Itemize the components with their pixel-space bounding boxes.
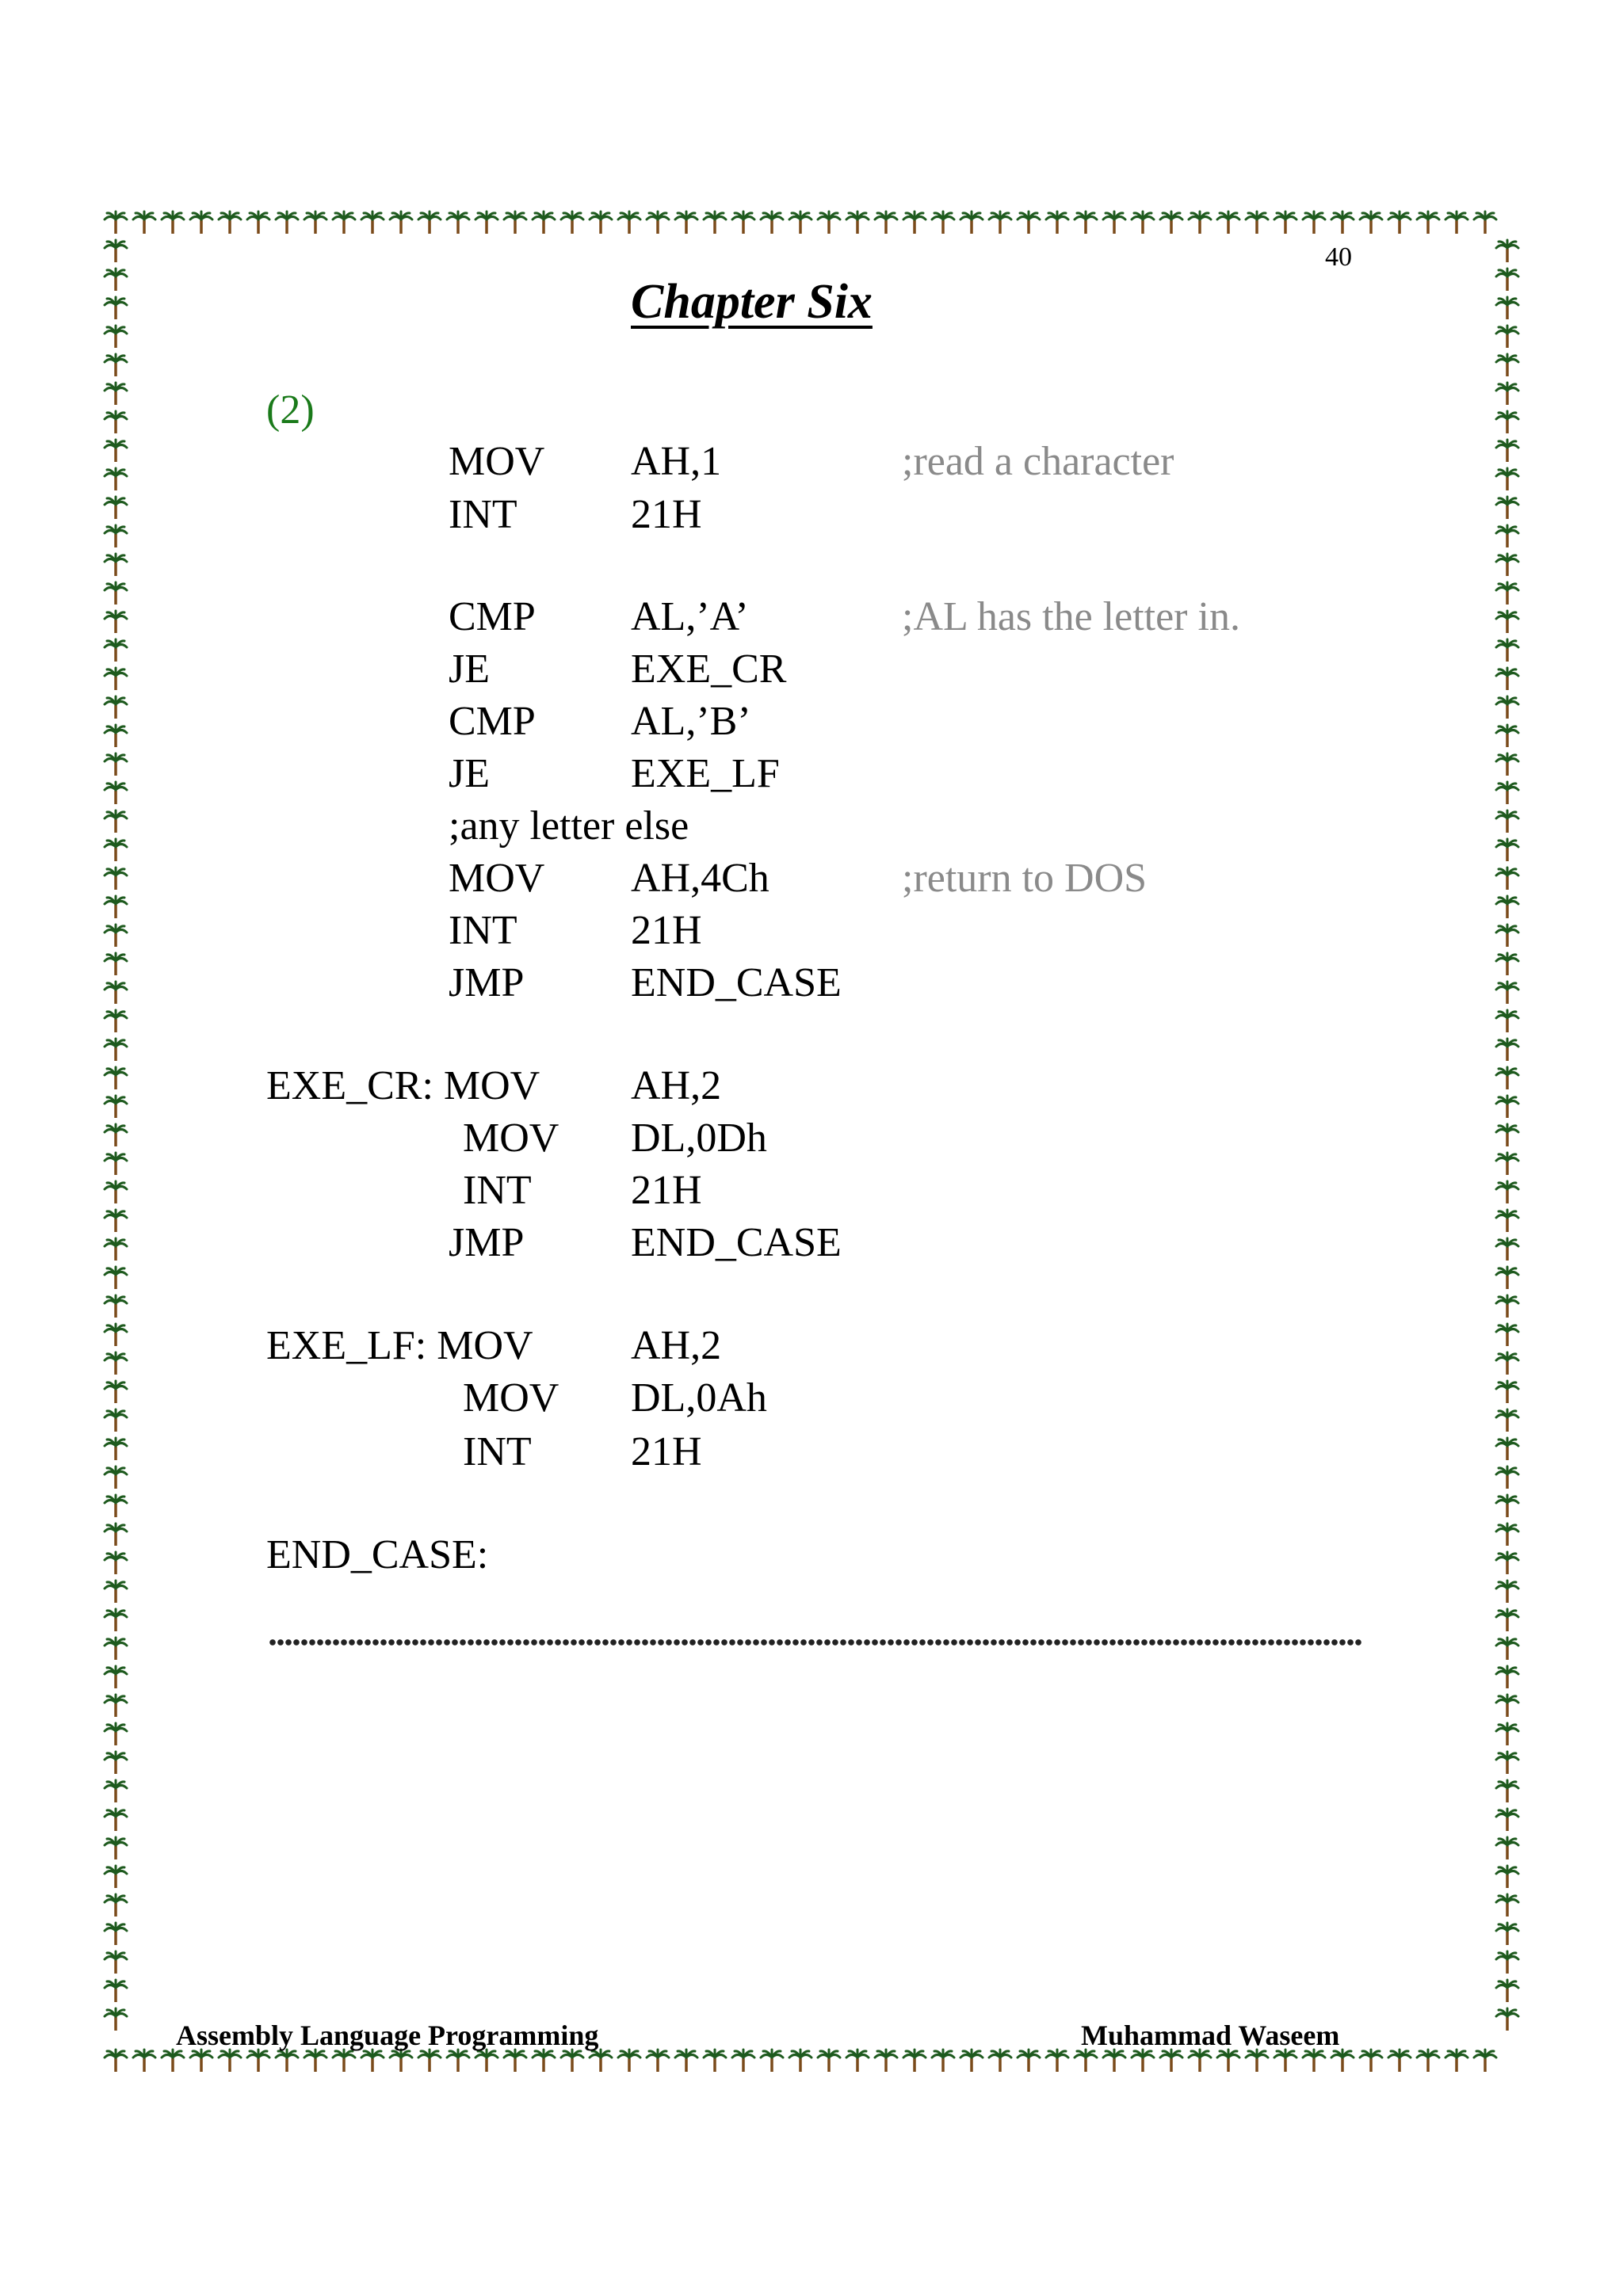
palm-tree-icon xyxy=(418,2050,441,2072)
code-op: INT xyxy=(449,492,517,537)
code-op: CMP xyxy=(449,594,536,639)
palm-tree-icon xyxy=(1274,2050,1296,2072)
palm-tree-icon xyxy=(761,212,783,234)
palm-tree-icon xyxy=(761,2050,783,2072)
code-comment: ;read a character xyxy=(902,439,1174,484)
palm-tree-icon xyxy=(1496,1039,1518,1061)
palm-tree-icon xyxy=(105,1010,127,1032)
code-operand: 21H xyxy=(631,492,702,537)
code-line xyxy=(0,643,1623,696)
code-op: MOV xyxy=(449,856,545,901)
palm-tree-icon xyxy=(105,1666,127,1688)
palm-tree-icon xyxy=(1075,212,1097,234)
palm-tree-icon xyxy=(1217,2050,1239,2072)
code-operand: 21H xyxy=(631,908,702,953)
palm-tree-icon xyxy=(105,1495,127,1517)
code-operand: AH,2 xyxy=(631,1323,722,1368)
palm-tree-icon xyxy=(1496,383,1518,405)
code-operand: AH,1 xyxy=(631,439,722,484)
palm-tree-icon xyxy=(1496,297,1518,319)
palm-tree-icon xyxy=(390,212,412,234)
palm-tree-icon xyxy=(932,2050,954,2072)
palm-tree-icon xyxy=(1132,2050,1154,2072)
palm-tree-icon xyxy=(105,1295,127,1318)
palm-tree-icon xyxy=(1496,1267,1518,1289)
palm-tree-icon xyxy=(162,2050,184,2072)
code-label: EXE_CR: MOV xyxy=(266,1063,540,1108)
code-op: MOV xyxy=(463,1116,559,1161)
palm-tree-icon xyxy=(561,2050,583,2072)
palm-tree-icon xyxy=(875,212,897,234)
palm-tree-icon xyxy=(1496,1809,1518,1831)
code-operand: 21H xyxy=(631,1168,702,1213)
palm-tree-icon xyxy=(304,212,327,234)
palm-tree-icon xyxy=(1496,1695,1518,1717)
code-line xyxy=(0,800,1623,852)
code-op: CMP xyxy=(449,699,536,744)
palm-tree-icon xyxy=(1018,2050,1040,2072)
palm-tree-icon xyxy=(1496,1609,1518,1631)
code-line xyxy=(0,1320,1623,1372)
palm-tree-icon xyxy=(105,1752,127,1774)
palm-tree-icon xyxy=(105,2008,127,2031)
code-line xyxy=(0,489,1623,541)
palm-tree-icon xyxy=(1274,212,1296,234)
palm-tree-icon xyxy=(105,1894,127,1917)
code-line xyxy=(0,957,1623,1009)
palm-tree-icon xyxy=(105,326,127,348)
palm-tree-icon xyxy=(105,1780,127,1802)
palm-tree-icon xyxy=(846,2050,869,2072)
palm-tree-icon xyxy=(1189,212,1211,234)
palm-tree-icon xyxy=(903,212,926,234)
palm-tree-icon xyxy=(618,2050,640,2072)
palm-tree-icon xyxy=(333,212,355,234)
palm-tree-icon xyxy=(1303,212,1325,234)
palm-tree-icon xyxy=(989,2050,1011,2072)
palm-tree-icon xyxy=(1496,554,1518,576)
palm-tree-icon xyxy=(105,1723,127,1745)
palm-tree-icon xyxy=(1496,326,1518,348)
code-op: JMP xyxy=(449,1220,525,1265)
palm-tree-icon xyxy=(1496,1495,1518,1517)
palm-tree-icon xyxy=(105,1267,127,1289)
palm-tree-icon xyxy=(1132,212,1154,234)
palm-tree-icon xyxy=(1496,1837,1518,1859)
palm-tree-icon xyxy=(105,1923,127,1945)
palm-tree-icon xyxy=(960,2050,983,2072)
palm-tree-icon xyxy=(1388,212,1411,234)
palm-tree-icon xyxy=(1496,240,1518,262)
palm-tree-icon xyxy=(1496,354,1518,376)
code-label: END_CASE: xyxy=(266,1532,489,1577)
palm-tree-icon xyxy=(105,1809,127,1831)
palm-tree-icon xyxy=(390,2050,412,2072)
palm-tree-icon xyxy=(1496,411,1518,433)
palm-tree-icon xyxy=(1331,2050,1354,2072)
code-operand: AH,4Ch xyxy=(631,856,769,901)
palm-tree-icon xyxy=(1103,212,1125,234)
palm-tree-icon xyxy=(1445,2050,1468,2072)
palm-tree-icon xyxy=(190,212,212,234)
palm-tree-icon xyxy=(105,2050,127,2072)
palm-tree-icon xyxy=(162,212,184,234)
palm-tree-icon xyxy=(789,212,812,234)
palm-tree-icon xyxy=(1075,2050,1097,2072)
palm-tree-icon xyxy=(333,2050,355,2072)
palm-tree-icon xyxy=(105,1695,127,1717)
palm-tree-icon xyxy=(561,212,583,234)
palm-tree-icon xyxy=(1217,212,1239,234)
palm-tree-icon xyxy=(105,1980,127,2002)
palm-tree-icon xyxy=(304,2050,327,2072)
code-line xyxy=(0,696,1623,748)
palm-tree-icon xyxy=(105,1837,127,1859)
code-line xyxy=(0,748,1623,800)
palm-tree-icon xyxy=(590,212,612,234)
section-marker: (2) xyxy=(266,387,315,433)
code-line xyxy=(0,591,1623,643)
chapter-title: Chapter Six xyxy=(631,275,873,329)
palm-tree-icon xyxy=(361,2050,384,2072)
palm-tree-icon xyxy=(418,212,441,234)
palm-tree-icon xyxy=(1417,2050,1439,2072)
palm-tree-icon xyxy=(1496,1951,1518,1974)
palm-tree-icon xyxy=(533,212,555,234)
palm-tree-icon xyxy=(133,212,155,234)
palm-tree-icon xyxy=(932,212,954,234)
palm-tree-icon xyxy=(504,212,526,234)
palm-tree-icon xyxy=(1360,2050,1382,2072)
palm-tree-icon xyxy=(1417,212,1439,234)
palm-tree-icon xyxy=(247,2050,269,2072)
code-line xyxy=(0,905,1623,957)
palm-tree-icon xyxy=(590,2050,612,2072)
code-operand: 21H xyxy=(631,1429,702,1474)
code-op: JE xyxy=(449,751,490,796)
palm-tree-icon xyxy=(276,212,298,234)
palm-tree-icon xyxy=(1496,1638,1518,1660)
palm-tree-icon xyxy=(105,1638,127,1660)
code-operand: EXE_LF xyxy=(631,751,780,796)
palm-tree-icon xyxy=(1360,212,1382,234)
code-line xyxy=(0,1372,1623,1425)
palm-tree-icon xyxy=(447,212,469,234)
code-operand: AL,’B’ xyxy=(631,699,751,744)
code-line xyxy=(0,852,1623,905)
code-line xyxy=(0,1060,1623,1112)
palm-tree-icon xyxy=(675,212,697,234)
footer-author: Muhammad Waseem xyxy=(1081,2019,1340,2051)
palm-tree-icon xyxy=(1496,1923,1518,1945)
palm-tree-icon xyxy=(1474,2050,1496,2072)
palm-tree-icon xyxy=(1496,1010,1518,1032)
page-number: 40 xyxy=(1325,242,1352,272)
palm-tree-icon xyxy=(504,2050,526,2072)
palm-tree-icon xyxy=(704,212,726,234)
palm-tree-icon xyxy=(1018,212,1040,234)
palm-tree-icon xyxy=(361,212,384,234)
code-label: EXE_LF: MOV xyxy=(266,1323,533,1368)
palm-tree-icon xyxy=(960,212,983,234)
palm-tree-icon xyxy=(105,269,127,291)
palm-tree-icon xyxy=(1160,2050,1182,2072)
palm-tree-icon xyxy=(647,2050,669,2072)
code-line xyxy=(0,1529,1623,1581)
code-line xyxy=(0,1165,1623,1217)
palm-tree-icon xyxy=(1160,212,1182,234)
palm-tree-icon xyxy=(1496,1894,1518,1917)
code-op: MOV xyxy=(449,439,545,484)
palm-tree-icon xyxy=(105,411,127,433)
palm-tree-icon xyxy=(1246,2050,1268,2072)
palm-tree-icon xyxy=(1103,2050,1125,2072)
palm-tree-icon xyxy=(475,212,498,234)
palm-tree-icon xyxy=(732,2050,754,2072)
palm-tree-icon xyxy=(247,212,269,234)
palm-tree-icon xyxy=(105,1866,127,1888)
code-operand: DL,0Dh xyxy=(631,1116,767,1161)
code-operand: AH,2 xyxy=(631,1063,722,1108)
palm-tree-icon xyxy=(105,383,127,405)
palm-tree-icon xyxy=(1046,212,1068,234)
palm-tree-icon xyxy=(989,212,1011,234)
code-operand: END_CASE xyxy=(631,960,842,1005)
palm-tree-icon xyxy=(1046,2050,1068,2072)
code-comment: ;AL has the letter in. xyxy=(902,594,1240,639)
palm-tree-icon xyxy=(1388,2050,1411,2072)
code-line xyxy=(0,1112,1623,1165)
palm-tree-icon xyxy=(105,212,127,234)
palm-tree-icon xyxy=(133,2050,155,2072)
palm-tree-icon xyxy=(1496,1866,1518,1888)
palm-tree-icon xyxy=(732,212,754,234)
palm-tree-icon xyxy=(533,2050,555,2072)
palm-tree-icon xyxy=(1331,212,1354,234)
palm-tree-icon xyxy=(875,2050,897,2072)
palm-tree-icon xyxy=(475,2050,498,2072)
palm-tree-icon xyxy=(1303,2050,1325,2072)
palm-tree-icon xyxy=(789,2050,812,2072)
palm-tree-icon xyxy=(704,2050,726,2072)
palm-tree-icon xyxy=(105,1609,127,1631)
palm-tree-icon xyxy=(447,2050,469,2072)
palm-tree-icon xyxy=(1496,2008,1518,2031)
palm-tree-icon xyxy=(818,2050,840,2072)
palm-tree-icon xyxy=(1496,1723,1518,1745)
palm-tree-icon xyxy=(647,212,669,234)
palm-tree-icon xyxy=(105,1039,127,1061)
palm-tree-icon xyxy=(105,297,127,319)
palm-tree-icon xyxy=(1496,1980,1518,2002)
palm-tree-icon xyxy=(618,212,640,234)
palm-tree-icon xyxy=(675,2050,697,2072)
palm-tree-icon xyxy=(190,2050,212,2072)
palm-tree-icon xyxy=(818,212,840,234)
code-comment-inline: ;any letter else xyxy=(449,803,689,849)
palm-tree-icon xyxy=(903,2050,926,2072)
palm-tree-icon xyxy=(1445,212,1468,234)
palm-tree-icon xyxy=(1496,1752,1518,1774)
code-op: INT xyxy=(463,1168,532,1213)
code-operand: END_CASE xyxy=(631,1220,842,1265)
dotted-divider xyxy=(269,1638,1363,1646)
footer-book-title: Assembly Language Programming xyxy=(176,2019,599,2051)
code-comment: ;return to DOS xyxy=(902,856,1148,901)
code-line xyxy=(0,436,1623,488)
code-line xyxy=(0,1426,1623,1478)
palm-tree-icon xyxy=(105,354,127,376)
code-op: MOV xyxy=(463,1375,559,1421)
palm-tree-icon xyxy=(105,240,127,262)
code-operand: EXE_CR xyxy=(631,646,787,692)
palm-tree-icon xyxy=(105,1951,127,1974)
palm-tree-icon xyxy=(219,212,241,234)
palm-tree-icon xyxy=(1496,1581,1518,1603)
palm-tree-icon xyxy=(1496,269,1518,291)
palm-tree-icon xyxy=(1496,1295,1518,1318)
palm-tree-icon xyxy=(105,1581,127,1603)
code-op: INT xyxy=(463,1429,532,1474)
palm-tree-icon xyxy=(1246,212,1268,234)
code-line xyxy=(0,1217,1623,1269)
code-operand: DL,0Ah xyxy=(631,1375,767,1421)
palm-tree-icon xyxy=(846,212,869,234)
palm-tree-icon xyxy=(1189,2050,1211,2072)
palm-tree-icon xyxy=(1496,1780,1518,1802)
code-op: JE xyxy=(449,646,490,692)
palm-tree-icon xyxy=(105,554,127,576)
code-op: JMP xyxy=(449,960,525,1005)
palm-tree-icon xyxy=(276,2050,298,2072)
palm-tree-icon xyxy=(1474,212,1496,234)
code-op: INT xyxy=(449,908,517,953)
palm-tree-icon xyxy=(219,2050,241,2072)
code-operand: AL,’A’ xyxy=(631,594,749,639)
palm-tree-icon xyxy=(1496,1666,1518,1688)
